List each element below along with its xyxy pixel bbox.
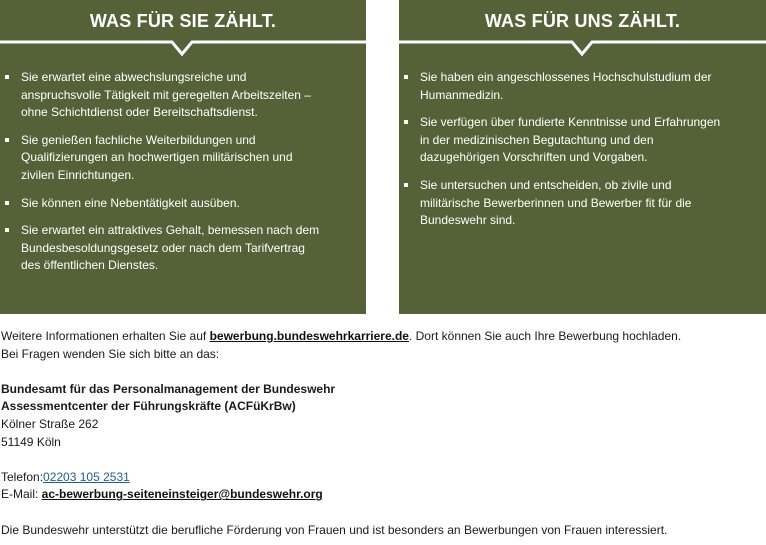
bullet-icon xyxy=(5,228,9,232)
requirements-panel xyxy=(399,0,766,314)
email-link[interactable]: ac-bewerbung-seiteneinsteiger@bundeswehr.org xyxy=(41,487,323,502)
divider-arrow xyxy=(399,34,766,58)
website-link[interactable]: bewerbung.bundeswehrkarriere.de xyxy=(209,329,409,343)
list-item: Sie untersuchen und entscheiden, ob zivile und militärische Bewerberinnen und Bewerber fit für die Bundeswehr sind. xyxy=(399,177,754,230)
list-item: Sie verfügen über fundierte Kenntnisse und Erfahrungen in der medizinischen Begutachtung und den dazugehörigen Vorschriften und Vorgaben. xyxy=(399,114,754,167)
phone-line: Telefon:02203 105 2531 xyxy=(1,469,130,484)
benefits-panel xyxy=(0,0,366,314)
email-line: E-Mail: ac-bewerbung-seiteneinsteiger@bundeswehr.org xyxy=(1,487,323,502)
list-item: Sie können eine Nebentätigkeit ausüben. xyxy=(0,195,344,213)
org-name: Bundesamt für das Personalmanagement der Bundeswehr xyxy=(1,381,336,396)
questions-text: Bei Fragen wenden Sie sich bitte an das: xyxy=(1,346,220,361)
info-paragraph: Weitere Informationen erhalten Sie auf bewerbung.bundeswehrkarriere.de. Dort können Sie auch Ihre Bewerbung hochladen. xyxy=(1,329,682,343)
bullet-icon xyxy=(5,138,9,142)
benefits-list xyxy=(0,69,344,285)
closing-note: Die Bundeswehr unterstützt die berufliche Förderung von Frauen und ist besonders an Bewerbungen von Frauen interessiert. xyxy=(1,522,668,537)
contact-section xyxy=(1,328,763,539)
street-address: Kölner Straße 262 xyxy=(1,416,99,431)
requirements-title: WAS FÜR UNS ZÄHLT. xyxy=(484,11,681,31)
phone-link[interactable]: 02203 105 2531 xyxy=(43,469,130,484)
requirements-list xyxy=(399,69,754,240)
benefits-title: WAS FÜR SIE ZÄHLT. xyxy=(89,11,277,31)
list-item: Sie erwartet eine abwechslungsreiche und anspruchsvolle Tätigkeit mit geregelten Arbeitszeiten – ohne Schichtdienst oder Bereitschaftsdienst. xyxy=(0,69,344,122)
list-item: Sie genießen fachliche Weiterbildungen und Qualifizierungen an hochwertigen militärischen und zivilen Einrichtungen. xyxy=(0,132,344,185)
bullet-icon xyxy=(404,75,408,79)
list-item: Sie haben ein angeschlossenes Hochschulstudium der Humanmedizin. xyxy=(399,69,754,104)
list-item: Sie erwartet ein attraktives Gehalt, bemessen nach dem Bundesbesoldungsgesetz oder nach dem Tarifvertrag des öffentlichen Dienstes. xyxy=(0,222,344,275)
org-department: Assessmentcenter der Führungskräfte (ACFüKrBw) xyxy=(1,399,296,414)
city-address: 51149 Köln xyxy=(1,434,61,449)
bullet-icon xyxy=(5,201,9,205)
bullet-icon xyxy=(404,183,408,187)
bullet-icon xyxy=(404,120,408,124)
bullet-icon xyxy=(5,75,9,79)
divider-arrow xyxy=(0,34,366,58)
